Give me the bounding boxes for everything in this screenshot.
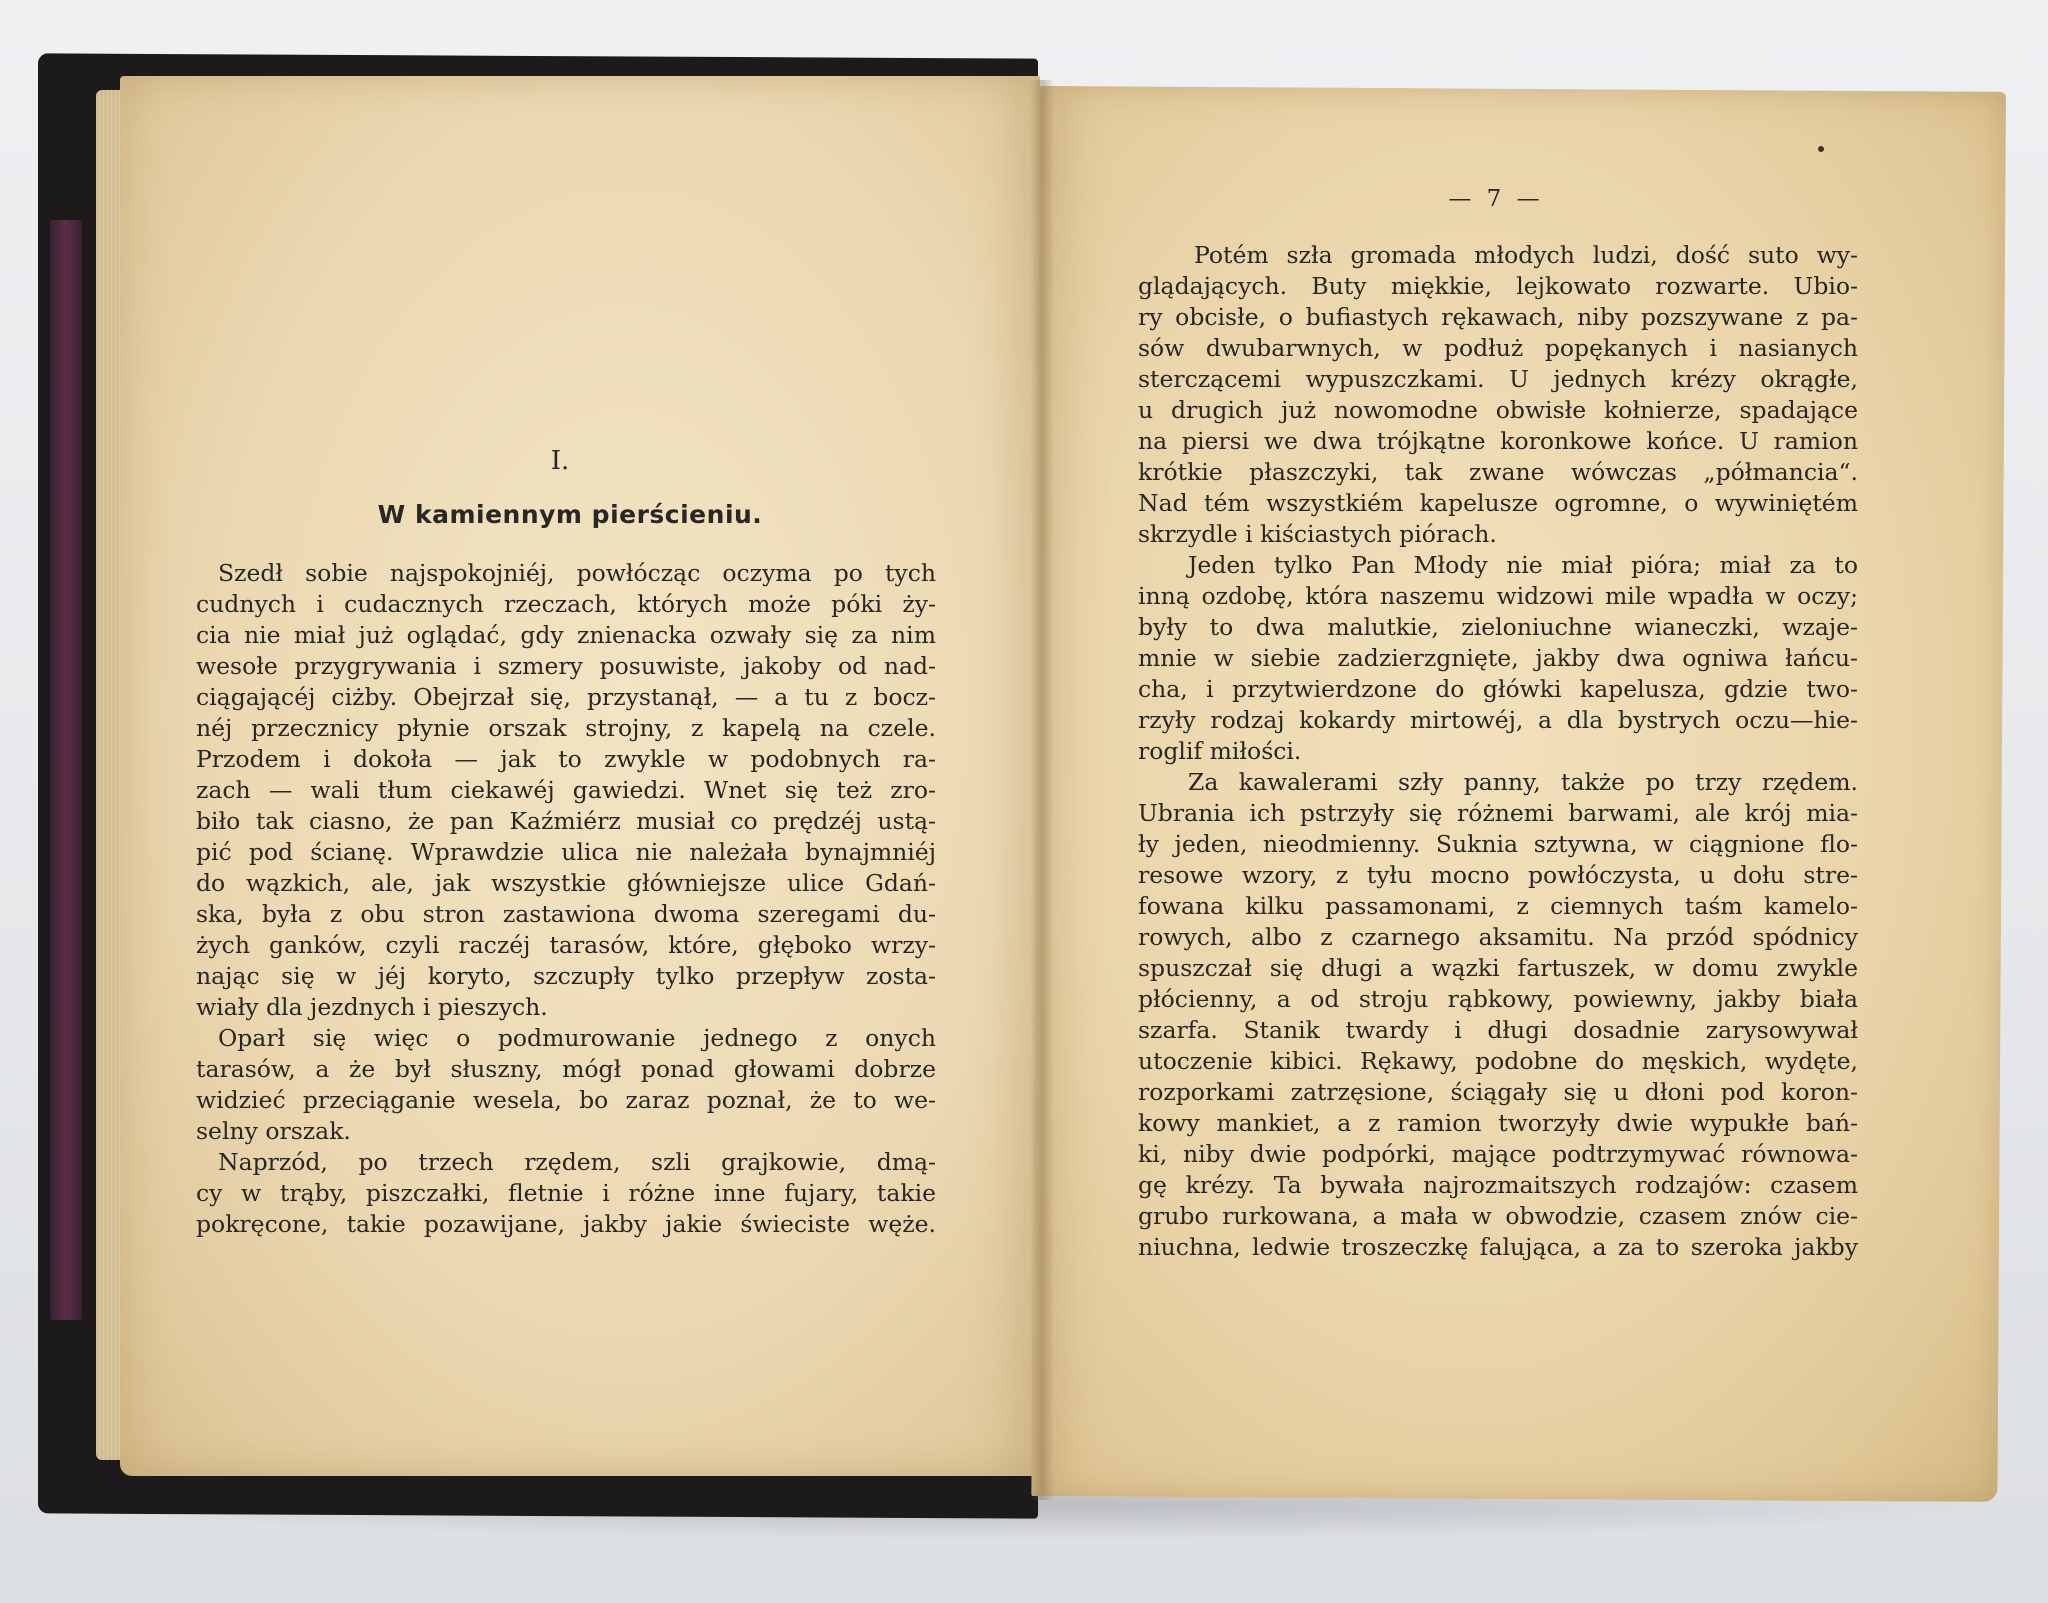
chapter-title: W kamiennym pierścieniu. xyxy=(377,500,763,529)
text-line: fowana kilku passamonami, z ciemnych taśm kamelo- xyxy=(1138,892,1858,920)
spine-cloth xyxy=(50,220,82,1320)
text-line: nając się w jéj koryto, szczupły tylko przepływ zosta- xyxy=(196,962,936,990)
text-line: Ubrania ich pstrzyły się różnemi barwami, ale krój mia- xyxy=(1138,799,1858,827)
text-line: Jeden tylko Pan Młody nie miał pióra; miał za to xyxy=(1188,551,1858,579)
right-page-text xyxy=(1138,240,1858,1263)
text-line: Nad tém wszystkiém kapelusze ogromne, o wywiniętém xyxy=(1138,489,1858,517)
page-number: — 7 — xyxy=(1448,186,1544,212)
text-line: płócienny, a od stroju rąbkowy, powiewny, jakby biała xyxy=(1138,985,1858,1013)
text-line: sterczącemi wypuszczkami. U jednych krézy okrągłe, xyxy=(1138,365,1858,393)
text-line: żych ganków, czyli raczéj tarasów, które, głęboko wrzy- xyxy=(196,931,936,959)
text-line: Za kawalerami szły panny, także po trzy rzędem. xyxy=(1188,768,1858,796)
text-line: na piersi we dwa trójkątne koronkowe końce. U ramion xyxy=(1138,427,1858,455)
text-line: Oparł się więc o podmurowanie jednego z onych xyxy=(218,1024,936,1052)
chapter-number: I. xyxy=(550,446,570,476)
text-line: cy w trąby, piszczałki, fletnie i różne inne fujary, takie xyxy=(196,1179,936,1207)
paper-speck xyxy=(1818,146,1824,152)
text-line: wiały dla jezdnych i pieszych. xyxy=(196,993,548,1021)
text-line: resowe wzory, z tyłu mocno powłóczysta, u dołu stre- xyxy=(1138,861,1858,889)
text-line: zach — wali tłum ciekawéj gawiedzi. Wnet się też zro- xyxy=(196,776,936,804)
text-line: szarfa. Stanik twardy i długi dosadnie zarysowywał xyxy=(1138,1016,1858,1044)
text-line: cha, i przytwierdzone do główki kapelusza, gdzie two- xyxy=(1138,675,1858,703)
text-line: niuchna, ledwie troszeczkę falująca, a za to szeroka jakby xyxy=(1138,1233,1858,1261)
text-line: ki, niby dwie podpórki, mające podtrzymywać równowa- xyxy=(1138,1140,1858,1168)
text-line: glądających. Buty miękkie, lejkowato rozwarte. Ubio- xyxy=(1138,272,1858,300)
text-line: spuszczał się długi a wązki fartuszek, w domu zwykle xyxy=(1138,954,1858,982)
text-line: rowych, albo z czarnego aksamitu. Na przód spódnicy xyxy=(1138,923,1858,951)
text-line: inną ozdobę, która naszemu widzowi mile wpadła w oczy; xyxy=(1138,582,1858,610)
text-line: Szedł sobie najspokojniéj, powłócząc oczyma po tych xyxy=(218,559,936,587)
text-line: u drugich już nowomodne obwisłe kołnierze, spadające xyxy=(1138,396,1858,424)
text-line: Potém szła gromada młodych ludzi, dość suto wy- xyxy=(1194,241,1858,269)
text-line: rzyły rodzaj kokardy mirtowéj, a dla bystrych oczu—hie- xyxy=(1138,706,1858,734)
text-line: pokręcone, takie pozawijane, jakby jakie świeciste węże. xyxy=(196,1210,936,1238)
text-line: grubo rurkowana, a mała w obwodzie, czasem znów cie- xyxy=(1138,1202,1858,1230)
text-line: skrzydle i kiściastych piórach. xyxy=(1138,520,1497,548)
text-line: cia nie miał już oglądać, gdy znienacka ozwały się za nim xyxy=(196,621,936,649)
text-line: widzieć przeciąganie wesela, bo zaraz poznał, że to we- xyxy=(196,1086,936,1114)
text-line: rozporkami zatrzęsione, ściągały się u dłoni pod koron- xyxy=(1138,1078,1858,1106)
text-line: selny orszak. xyxy=(196,1117,351,1145)
text-line: Naprzód, po trzech rzędem, szli grajkowie, dmą- xyxy=(218,1148,936,1176)
text-line: sów dwubarwnych, w podłuż popękanych i nasianych xyxy=(1138,334,1858,362)
text-line: Przodem i dokoła — jak to zwykle w podobnych ra- xyxy=(196,745,936,773)
text-line: cudnych i cudacznych rzeczach, których może póki ży- xyxy=(196,590,936,618)
text-line: do wązkich, ale, jak wszystkie główniejsze ulice Gdań- xyxy=(196,869,936,897)
text-line: ciągającéj ciżby. Obejrzał się, przystanął, — a tu z bocz- xyxy=(196,683,936,711)
text-line: roglif miłości. xyxy=(1138,737,1302,765)
text-line: ska, była z obu stron zastawiona dwoma szeregami du- xyxy=(196,900,936,928)
text-line: wesołe przygrywania i szmery posuwiste, jakoby od nad- xyxy=(196,652,936,680)
text-line: były to dwa malutkie, zieloniuchne wianeczki, wzaje- xyxy=(1138,613,1858,641)
text-line: tarasów, a że był słuszny, mógł ponad głowami dobrze xyxy=(196,1055,936,1083)
text-line: mnie w siebie zadzierzgnięte, jakby dwa ogniwa łańcu- xyxy=(1138,644,1858,672)
text-line: biło tak ciasno, że pan Kaźmiérz musiał co prędzéj ustą- xyxy=(196,807,936,835)
text-line: pić pod ścianę. Wprawdzie ulica nie należała bynajmniéj xyxy=(196,838,936,866)
text-line: gę krézy. Ta bywała najrozmaitszych rodzajów: czasem xyxy=(1138,1171,1858,1199)
book-gutter xyxy=(1030,80,1054,1500)
text-line: ły jeden, nieodmienny. Suknia sztywna, w ciągnione flo- xyxy=(1138,830,1858,858)
text-line: kowy mankiet, a z ramion tworzyły dwie wypukłe bań- xyxy=(1138,1109,1858,1137)
left-page-text xyxy=(196,558,936,1240)
text-line: krótkie płaszczyki, tak zwane wówczas „półmancia“. xyxy=(1138,458,1858,486)
text-line: utoczenie kibici. Rękawy, podobne do męskich, wydęte, xyxy=(1138,1047,1858,1075)
text-line: ry obcisłe, o bufiastych rękawach, niby pozszywane z pa- xyxy=(1138,303,1858,331)
text-line: néj przecznicy płynie orszak strojny, z kapelą na czele. xyxy=(196,714,936,742)
